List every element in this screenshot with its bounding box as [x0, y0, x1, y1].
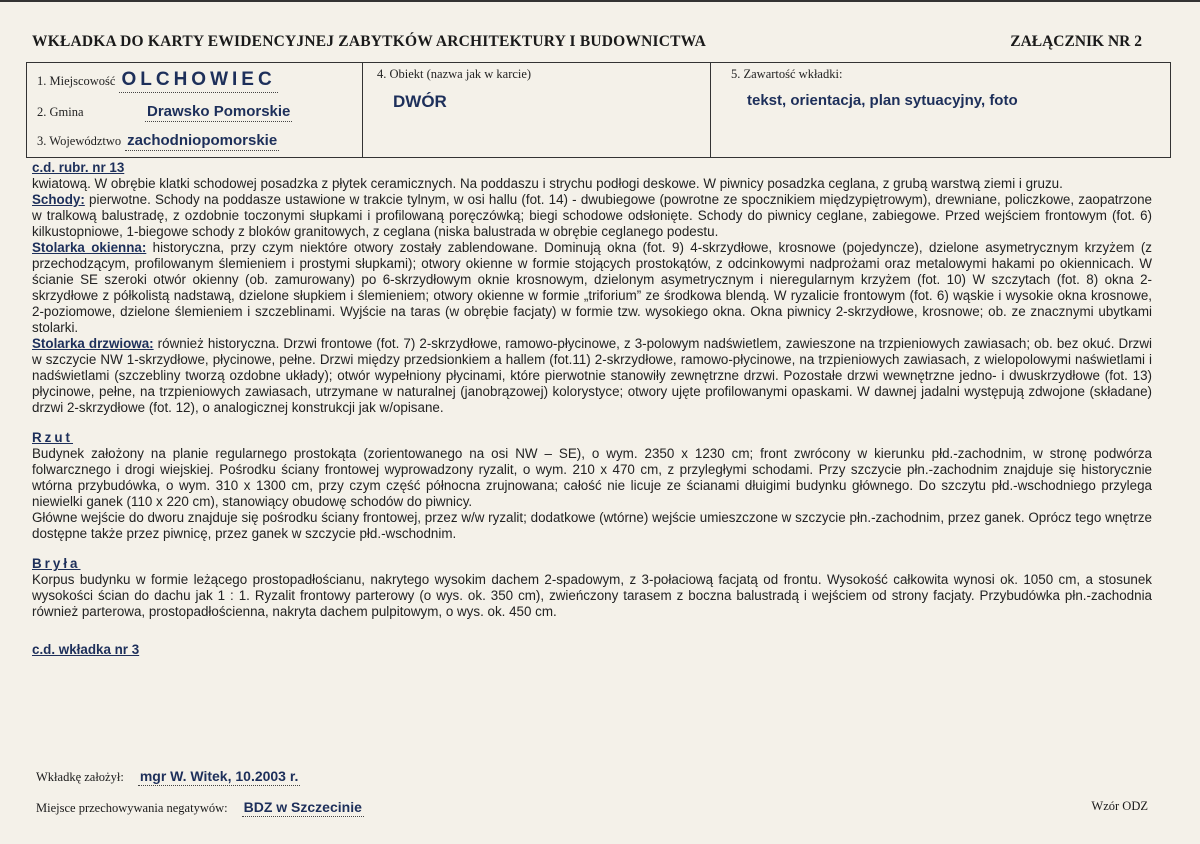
mass-heading: Bryła — [32, 556, 81, 571]
commune-value: Drawsko Pomorskie — [147, 103, 291, 120]
stairs-text: pierwotne. Schody na poddasze ustawione w trakcie tylnym, w osi hallu (fot. 14) - dwubiegowe (powrotne ze spocznikiem międzypiętrowym), drewniane, policzkowe, zaopatrzone w tralkową balustradę, z ozdobnie toczonymi słupkami i profilowaną poręczówką; biegi schodowe odsłonięte. Schody do piwnicy ceglane, zabiegowe. Przed wejściem frontowym (fot. 6) kilkustopniowe, 1-biegowe schody z bloków granitowych, z ceglana (niska balustrada w obrębie ceglanego podestu. — [32, 192, 1152, 239]
doors-text: również historyczna. Drzwi frontowe (fot. 7) 2-skrzydłowe, ramowo-płycinowe, z 3-polowym nadświetlem, zawieszone na trzpieniowych zawiasach; ob. bez okuć. Drzwi w szczycie NW 1-skrzydłowe, płycinowe, pełne. Drzwi między przedsionkiem a hallem (fot.11) 2-skrzydłowe, ramowo-płycinowe, na trzpieniowych zawiasach, z wielopolowymi naświetlami i nadświetlami (szczebliny tworzą ozdobne układy); otwór wypełniony płycinami, które pierwotnie stanowiły zewnętrzne drzwi. Pozostałe drzwi wewnętrzne jedno- i dwuskrzydłowe (fot. 13) płycinowe, pełne, na trzpieniowych zawiasach, utrzymane w naturalnej (janobrązowej) kolorystyce; otwory ujęte profilowanymi opaskami. W dawnej jadalni występują zdwojone (składane) drzwi 2-skrzydłowe (fot. 12), o analogicznej konstrukcji jak w/opisane. — [32, 336, 1152, 415]
continuation-heading: c.d. rubr. nr 13 — [32, 160, 125, 175]
doors-paragraph — [32, 336, 1152, 416]
contents-label: 5. Zawartość wkładki: — [731, 67, 843, 81]
description-body — [32, 160, 1152, 658]
commune-label: 2. Gmina — [37, 105, 84, 119]
intro-paragraph: kwiatową. W obrębie klatki schodowej posadzka z płytek ceramicznych. Na poddaszu i strychu podłogi deskowe. W piwnicy posadzka ceglana, z grubą warstwą ziemi i gruzu. — [32, 176, 1063, 191]
windows-heading: Stolarka okienna: — [32, 240, 147, 255]
frame-divider — [710, 63, 711, 157]
top-border — [0, 0, 1200, 2]
storage-value: BDZ w Szczecinie — [243, 799, 362, 815]
author-value: mgr W. Witek, 10.2003 r. — [139, 768, 299, 784]
object-value: DWÓR — [393, 92, 447, 111]
windows-paragraph — [32, 240, 1152, 336]
frame-divider — [362, 63, 363, 157]
province-row — [37, 132, 279, 151]
identification-frame — [26, 62, 1171, 158]
province-value: zachodniopomorskie — [127, 132, 278, 149]
stairs-paragraph — [32, 192, 1152, 240]
sheet-title: WKŁADKA DO KARTY EWIDENCYJNEJ ZABYTKÓW ARCHITEKTURY I BUDOWNICTWA — [32, 33, 707, 50]
commune-row — [37, 103, 292, 122]
locality-value: OLCHOWIEC — [119, 69, 277, 93]
plan-paragraph: Budynek założony na planie regularnego prostokąta (zorientowanego na osi NW – SE), o wym. 2350 x 1230 cm; front zwrócony w kierunku płd.-zachodnim, w stronę podwórza folwarcznego i drogi wiejskiej. Pośrodku ściany frontowej wyprowadzony ryzalit, o wym. 210 x 470 cm, z przyległymi schodami. Przy szczycie płn.-zachodnim znajduje się historycznie wtórna przybudówka, o wym. 310 x 1300 cm, przy czym część północna zrujnowana; całość nie licuje ze ścianami dłuigimi budynku głównego. Do szczytu płd.-wschodniego przylega niewielki ganek (110 x 220 cm), stanowiący obudowę schodów do piwnicy. — [32, 446, 1152, 509]
author-label: Wkładkę założył: — [36, 770, 124, 784]
storage-label: Miejsce przechowywania negatywów: — [36, 801, 228, 815]
contents-value: tekst, orientacja, plan sytuacyjny, foto — [747, 92, 1018, 109]
template-code: Wzór ODZ — [1091, 799, 1148, 813]
object-label: 4. Obiekt (nazwa jak w karcie) — [377, 67, 532, 81]
author-row — [36, 768, 300, 786]
doors-heading: Stolarka drzwiowa: — [32, 336, 154, 351]
annex-number: ZAŁĄCZNIK NR 2 — [1010, 33, 1142, 50]
storage-row — [36, 799, 364, 817]
locality-row — [37, 69, 278, 93]
province-label: 3. Województwo — [37, 134, 122, 148]
plan-heading: Rzut — [32, 430, 74, 445]
stairs-heading: Schody: — [32, 192, 85, 207]
mass-paragraph: Korpus budynku w formie leżącego prostopadłościanu, nakrytego wysokim dachem 2-spadowym, z 3-połaciową facjatą od frontu. Wysokość całkowita wynosi ok. 1050 cm, a stosunek wysokości ścian do dachu jak 1 : 1. Ryzalit frontowy parterowy (o wys. ok. 350 cm), zwieńczony tarasem z boczna balustradą i wejściem od strony facjaty. Przybudówka płn.-zachodnia również parterowa, prostopadłościenna, nakryta dachem pulpitowym, o wys. ok. 450 cm. — [32, 572, 1152, 619]
locality-label: 1. Miejscowość — [37, 74, 116, 88]
plan-paragraph-2: Główne wejście do dworu znajduje się pośrodku ściany frontowej, przez w/w ryzalit; dodatkowe (wtórne) wejście umieszczone w szczycie płn.-zachodnim, przez ganek. Oprócz tego wnętrze dostępne także przez piwnicę, przez ganek w szczycie płd.-wschodnim. — [32, 510, 1152, 541]
next-insert-note: c.d. wkładka nr 3 — [32, 642, 140, 657]
windows-text: historyczna, przy czym niektóre otwory zostały zablendowane. Dominują okna (fot. 9) 4-skrzydłowe, krosnowe (pojedyncze), dzielone asymetrycznym krzyżem (z przechodzącym, profilowanym ślemieniem i prostymi słupkami); otwory okienne w formie stojących prostokątów, z odcinkowymi nadprożami oraz metalowymi hakami po okiennicach. W ścianie SE szeroki otwór okienny (ob. zamurowany) po 6-skrzydłowym oknie krosnowym, dzielonym asymetrycznym i nieregularnym krzyżem (fot. 10) W szczytach (fot. 8) okna 2-skrzydłowe z półkolistą nadstawą, dzielone słupkiem i ślemieniem; otwory okienne w formie „triforium” ze środkowa blendą. W ryzalicie frontowym (fot. 6) wąskie i wysokie okna krosnowe, 2-poziomowe, dzielone ślemieniem i szczeblinami. Wyjście na taras (w obrębie facjaty) w formie tzw. wysokiego okna. Okna piwnicy 2-skrzydłowe, krosnowe; ob. ze znacznymi ubytkami stolarki. — [32, 240, 1153, 335]
